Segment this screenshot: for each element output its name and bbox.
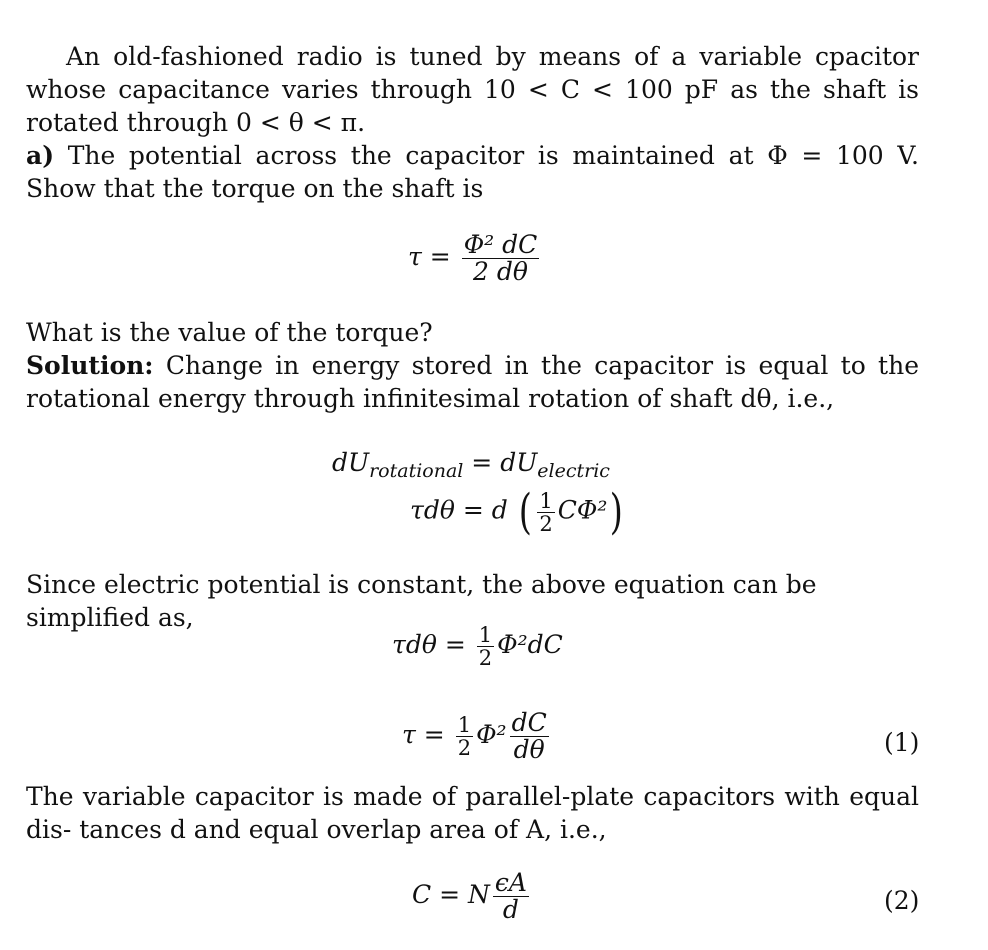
numerator: 1 — [457, 713, 472, 737]
equation-simplified-1 — [392, 624, 563, 669]
eq-lhs: C = N — [412, 880, 490, 909]
eq-lhs: τdθ = — [392, 630, 466, 659]
solution-paragraph — [26, 349, 919, 415]
derivative-fraction — [510, 710, 549, 763]
equation-capacitance — [412, 870, 532, 923]
fraction — [462, 232, 540, 285]
equation-number-1: (1) — [884, 728, 920, 757]
denominator: 2 dθ — [473, 257, 528, 286]
numerator: Φ² dC — [463, 230, 538, 259]
part-a-label: a) — [26, 141, 55, 170]
question-text: What is the value of the torque? — [26, 318, 433, 347]
half-fraction — [477, 624, 494, 669]
subscript-rotational: rotational — [369, 460, 464, 482]
simplification-text: Since electric potential is constant, the above equation can be simplified as, — [26, 570, 817, 632]
denominator: d — [502, 895, 519, 924]
document-body — [26, 40, 919, 205]
denominator: 2 — [457, 736, 472, 760]
eq-du-electric: = dU — [463, 448, 538, 477]
eq-lhs: τ = — [402, 720, 445, 749]
question-block — [26, 316, 919, 415]
equation-number-2: (2) — [884, 886, 920, 915]
capacitance-fraction — [493, 870, 529, 923]
equation-simplified-2 — [402, 710, 552, 763]
right-paren: ) — [610, 484, 624, 540]
eq-phi-squared: Φ² — [476, 720, 507, 749]
numerator: ϵA — [494, 868, 527, 897]
eq-lhs: τ = — [408, 242, 451, 271]
half-fraction — [537, 490, 554, 535]
eq-lhs: τdθ = d — [410, 495, 508, 525]
eq-tail: CΦ² — [557, 495, 608, 525]
capacitor-description: The variable capacitor is made of parallel-plate capacitors with equal dis- tances d and equal overlap area of A, i.e., — [26, 782, 919, 844]
denominator: dθ — [513, 735, 545, 764]
numerator: 1 — [539, 488, 553, 513]
half-fraction — [456, 714, 473, 759]
subscript-electric: electric — [537, 460, 610, 482]
left-paren: ( — [518, 484, 532, 540]
numerator: dC — [511, 708, 547, 737]
part-a — [26, 139, 919, 205]
equation-energy-balance-2 — [410, 484, 626, 540]
problem-intro: An old-fashioned radio is tuned by means of a variable cpacitor whose capacitance varies through 10 < C < 100 pF as the shaft is rotated through 0 < θ < π. — [26, 42, 919, 137]
solution-label: Solution: — [26, 351, 154, 380]
solution-text-1: Change in energy stored in the capacitor is equal to the rotational energy through infinitesimal rotation of shaft dθ, i.e., — [26, 351, 920, 413]
eq-du: dU — [332, 448, 370, 477]
part-a-text: The potential across the capacitor is maintained at Φ = 100 V. Show that the torque on the shaft is — [26, 141, 919, 203]
numerator: 1 — [478, 623, 493, 647]
eq-tail: Φ²dC — [497, 630, 563, 659]
denominator: 2 — [539, 511, 553, 536]
denominator: 2 — [478, 646, 493, 670]
equation-torque-given — [408, 232, 542, 285]
equation-energy-balance-1 — [332, 448, 610, 482]
